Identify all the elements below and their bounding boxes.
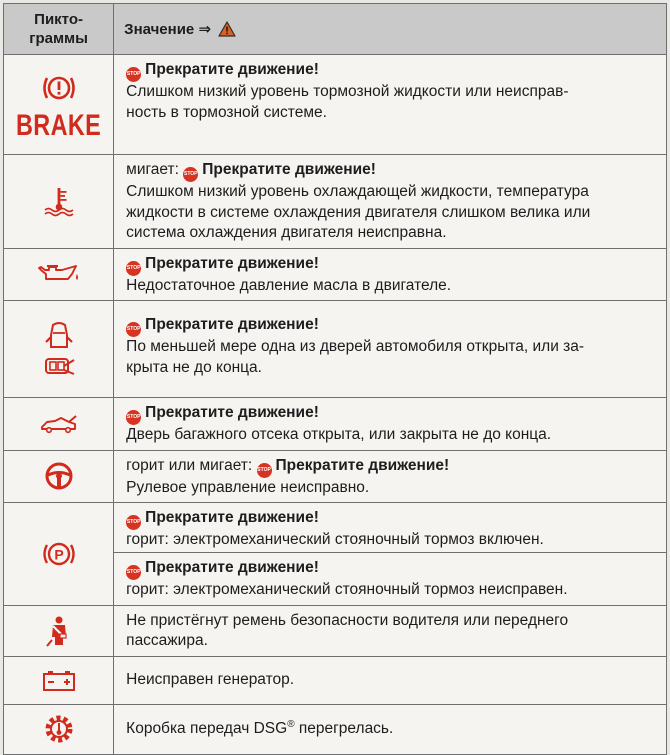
stop-sign-icon: STOP bbox=[183, 167, 198, 182]
row-line: крыта не до конца. bbox=[126, 358, 262, 376]
row-line: Недостаточное давление масла в двигателе. bbox=[126, 276, 452, 294]
meaning-cell bbox=[114, 301, 667, 398]
oil-pressure-icon bbox=[36, 262, 82, 286]
row-heading bbox=[126, 315, 656, 337]
row-line: жидкости в системе охлаждения двигателя слишком велика или bbox=[126, 203, 591, 221]
table-row bbox=[4, 656, 667, 704]
row-heading bbox=[126, 508, 656, 530]
pictogram-cell bbox=[4, 656, 114, 704]
row-line: Слишком низкий уровень тормозной жидкости или неисправ- bbox=[126, 83, 569, 100]
dsg-text: Коробка передач DSG bbox=[126, 720, 288, 738]
pictogram-cell bbox=[4, 605, 114, 656]
meaning-cell bbox=[114, 450, 667, 503]
row-line: пассажира. bbox=[126, 632, 208, 649]
meaning-cell bbox=[114, 55, 667, 155]
battery-generator-icon bbox=[39, 667, 79, 693]
table-row bbox=[4, 605, 667, 656]
header-meaning-label: Значение ⇒ bbox=[124, 21, 212, 38]
trunk-open-icon bbox=[39, 413, 79, 435]
pictogram-cell bbox=[4, 155, 114, 249]
warning-triangle-icon bbox=[218, 21, 236, 37]
header-pictograms-line1: Пикто- bbox=[34, 11, 83, 28]
table-row bbox=[4, 704, 667, 754]
table-row bbox=[4, 398, 667, 451]
brake-warning-icon bbox=[39, 72, 79, 104]
stop-sign-icon: STOP bbox=[126, 67, 141, 82]
svg-text:P: P bbox=[53, 546, 64, 563]
stop-heading: Прекратите движение! bbox=[145, 316, 319, 333]
steering-wheel-icon bbox=[44, 461, 74, 491]
row-line bbox=[126, 719, 656, 740]
coolant-temperature-icon bbox=[42, 185, 76, 217]
row-line: система охлаждения двигателя неисправна. bbox=[126, 224, 447, 241]
pictogram-cell bbox=[4, 398, 114, 451]
row-heading bbox=[126, 403, 656, 425]
dsg-text-tail: перегрелась. bbox=[294, 720, 394, 738]
row-heading bbox=[126, 254, 656, 276]
stop-sign-icon: STOP bbox=[126, 410, 141, 425]
row-line: горит: электромеханический стояночный тормоз неисправен. bbox=[126, 581, 568, 598]
header-meaning bbox=[114, 4, 667, 55]
meaning-cell bbox=[114, 704, 667, 754]
table-row bbox=[4, 301, 667, 398]
stop-heading: Прекратите движение! bbox=[145, 254, 319, 272]
table-row bbox=[4, 450, 667, 503]
row-heading bbox=[126, 160, 656, 182]
row-line: Не пристёгнут ремень безопасности водителя или переднего bbox=[126, 611, 569, 629]
row-line: Рулевое управление неисправно. bbox=[126, 478, 370, 496]
table-row bbox=[4, 55, 667, 155]
pictogram-cell bbox=[4, 450, 114, 503]
stop-heading: Прекратите движение! bbox=[145, 559, 319, 576]
row-line: ность в тормозной системе. bbox=[126, 103, 327, 121]
row-line: горит: электромеханический стояночный тормоз включен. bbox=[126, 531, 544, 548]
meaning-cell bbox=[114, 398, 667, 451]
row-line: Неисправен генератор. bbox=[126, 671, 295, 689]
table-header-row bbox=[4, 4, 667, 55]
stop-sign-icon: STOP bbox=[126, 322, 141, 337]
row-line: По меньшей мере одна из дверей автомобиля открыта, или за- bbox=[126, 338, 585, 355]
meaning-cell bbox=[114, 656, 667, 704]
gearbox-temperature-icon bbox=[43, 713, 75, 745]
pictogram-cell bbox=[4, 248, 114, 301]
stop-sign-icon: STOP bbox=[257, 463, 272, 478]
row-line: Слишком низкий уровень охлаждающей жидкости, температура bbox=[126, 183, 589, 200]
door-open-top-icon bbox=[41, 354, 77, 378]
pictogram-cell bbox=[4, 301, 114, 398]
stop-sign-icon: STOP bbox=[126, 261, 141, 276]
registered-mark: ® bbox=[287, 719, 295, 731]
row-line: Дверь багажного отсека открыта, или закрыта не до конца. bbox=[126, 426, 552, 443]
row-heading bbox=[126, 558, 656, 580]
pictogram-cell bbox=[4, 55, 114, 155]
meaning-cell bbox=[114, 155, 667, 249]
parking-subentry-2 bbox=[114, 553, 666, 605]
stop-sign-icon: STOP bbox=[126, 565, 141, 580]
row-prefix: горит или мигает: bbox=[126, 456, 253, 474]
stop-heading: Прекратите движение! bbox=[145, 61, 319, 78]
meaning-cell bbox=[114, 503, 667, 606]
row-heading bbox=[126, 456, 656, 478]
parking-brake-icon bbox=[39, 539, 79, 569]
seatbelt-icon bbox=[44, 615, 74, 647]
header-pictograms bbox=[4, 4, 114, 55]
door-open-icon bbox=[44, 320, 74, 350]
pictogram-cell bbox=[4, 704, 114, 754]
stop-heading: Прекратите движение! bbox=[145, 404, 319, 421]
stop-heading: Прекратите движение! bbox=[145, 509, 319, 526]
brake-text-icon: BRAKE bbox=[16, 108, 102, 142]
pictogram-table bbox=[3, 3, 667, 755]
header-pictograms-line2: граммы bbox=[29, 30, 88, 47]
pictogram-cell bbox=[4, 503, 114, 606]
stop-heading: Прекратите движение! bbox=[202, 161, 376, 178]
stop-heading: Прекратите движение! bbox=[275, 456, 450, 474]
meaning-cell bbox=[114, 248, 667, 301]
parking-subentry-1 bbox=[114, 503, 666, 553]
row-prefix: мигает: bbox=[126, 161, 179, 178]
row-heading bbox=[126, 60, 656, 82]
table-row bbox=[4, 155, 667, 249]
table-row bbox=[4, 503, 667, 606]
stop-sign-icon: STOP bbox=[126, 515, 141, 530]
meaning-cell bbox=[114, 605, 667, 656]
table-row bbox=[4, 248, 667, 301]
